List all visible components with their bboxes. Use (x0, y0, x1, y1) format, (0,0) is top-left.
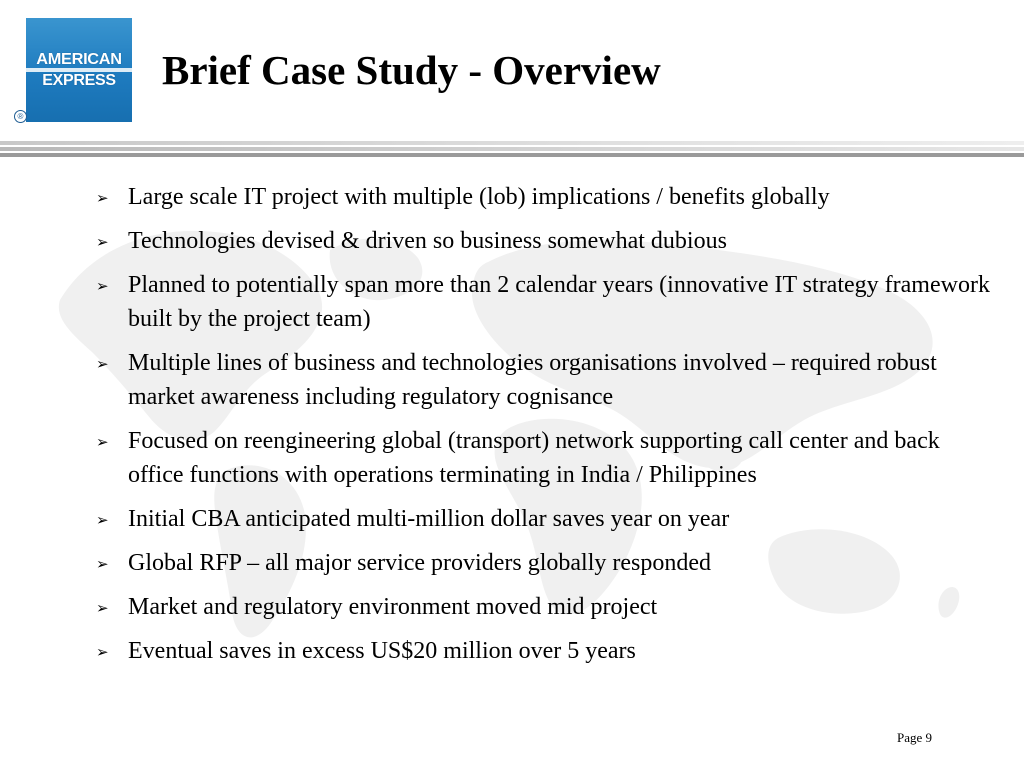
arrow-bullet-icon: ➢ (96, 643, 109, 661)
header-rule-middle (0, 147, 1024, 151)
bullet-text: Planned to potentially span more than 2 calendar years (innovative IT strategy framework built by the project team) (128, 272, 990, 332)
bullet-item (96, 268, 996, 336)
bullet-item (96, 502, 996, 536)
page-number: Page 9 (897, 730, 933, 745)
header-rule-top (0, 141, 1024, 145)
arrow-bullet-icon: ➢ (96, 555, 109, 573)
bullet-text: Market and regulatory environment moved mid project (128, 594, 658, 620)
bullet-item (96, 546, 996, 580)
bullet-text: Eventual saves in excess US$20 million over 5 years (128, 638, 636, 664)
bullet-text: Global RFP – all major service providers globally responded (128, 550, 711, 576)
arrow-bullet-icon: ➢ (96, 233, 109, 251)
arrow-bullet-icon: ➢ (96, 433, 109, 451)
logo-line-american: AMERICAN (36, 51, 122, 68)
bullet-text: Initial CBA anticipated multi-million dollar saves year on year (128, 506, 730, 532)
arrow-bullet-icon: ➢ (96, 599, 109, 617)
american-express-logo (26, 18, 132, 122)
registered-mark: ® (14, 110, 27, 123)
slide-title: Brief Case Study - Overview (162, 47, 661, 93)
bullet-text: Large scale IT project with multiple (lob) implications / benefits globally (128, 184, 830, 210)
bullet-item (96, 424, 996, 492)
bullet-text: Multiple lines of business and technologies organisations involved – required robust market awareness including regulatory cognisance (128, 350, 937, 410)
arrow-bullet-icon: ➢ (96, 511, 109, 529)
bullet-item (96, 346, 996, 414)
header-rule-bottom (0, 153, 1024, 157)
bullet-text: Focused on reengineering global (transport) network supporting call center and back office functions with operations terminating in India / Philippines (128, 428, 940, 488)
logo-line-express: EXPRESS (42, 72, 116, 89)
bullet-item (96, 590, 996, 624)
bullet-item (96, 180, 996, 214)
arrow-bullet-icon: ➢ (96, 277, 109, 295)
arrow-bullet-icon: ➢ (96, 189, 109, 207)
bullet-item (96, 224, 996, 258)
arrow-bullet-icon: ➢ (96, 355, 109, 373)
bullet-list (96, 180, 996, 678)
bullet-item (96, 634, 996, 668)
bullet-text: Technologies devised & driven so business somewhat dubious (128, 228, 727, 254)
